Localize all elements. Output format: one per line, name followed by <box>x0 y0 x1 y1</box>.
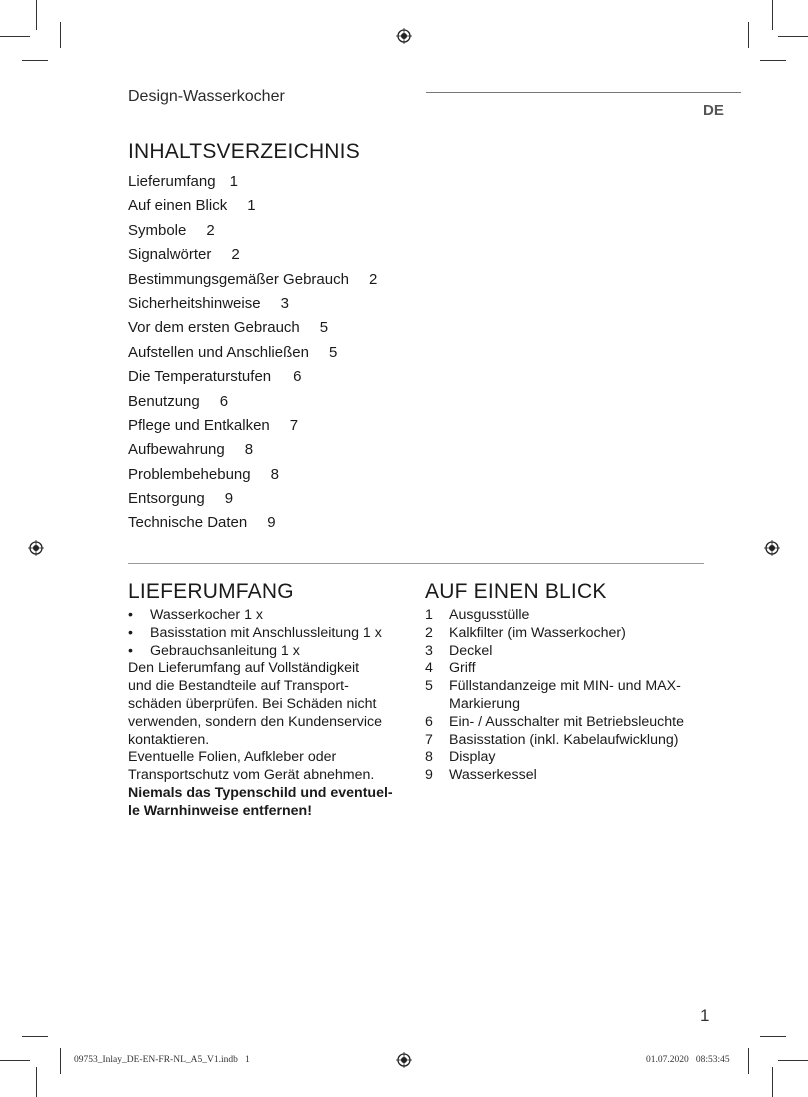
toc-item[interactable]: Benutzung 6 <box>128 392 229 410</box>
language-tag: DE <box>703 102 724 119</box>
list-item: • Wasserkocher 1 x <box>128 607 264 623</box>
toc-item[interactable]: Die Temperaturstufen 6 <box>128 368 302 386</box>
list-item: 1 Ausgusstülle <box>425 607 530 623</box>
table-of-contents <box>128 173 377 539</box>
registration-mark-icon <box>28 540 44 556</box>
list-item: • Basisstation mit Anschlussleitung 1 x <box>128 624 382 641</box>
crop-mark <box>36 0 37 30</box>
crop-mark <box>748 22 749 48</box>
toc-item[interactable]: Aufbewahrung 8 <box>128 441 254 459</box>
crop-mark <box>22 60 48 61</box>
warning-text: Niemals das Typenschild und eventuel- le Warnhinweise entfernen! <box>128 784 393 819</box>
page-number: 1 <box>700 1006 710 1025</box>
toc-item[interactable]: Lieferumfang 1 <box>128 173 238 190</box>
paragraph: Eventuelle Folien, Aufkleber oder Transportschutz vom Gerät abnehmen. <box>128 749 375 784</box>
toc-item[interactable]: Signalwörter 2 <box>128 246 240 264</box>
toc-item[interactable]: Bestimmungsgemäßer Gebrauch 2 <box>128 270 378 288</box>
toc-heading: INHALTSVERZEICHNIS <box>128 140 360 163</box>
registration-mark-icon <box>396 1052 412 1068</box>
crop-mark <box>22 1036 48 1037</box>
overview-list <box>425 607 725 785</box>
toc-item[interactable]: Sicherheitshinweise 3 <box>128 294 289 312</box>
crop-mark <box>60 22 61 48</box>
crop-mark <box>0 1060 30 1061</box>
crop-mark <box>60 1048 61 1074</box>
crop-mark <box>0 36 30 37</box>
crop-mark <box>36 1067 37 1097</box>
crop-mark <box>778 36 808 37</box>
toc-item[interactable]: Entsorgung 9 <box>128 490 234 508</box>
lieferumfang-heading: LIEFERUMFANG <box>128 580 294 603</box>
registration-mark-icon <box>764 540 780 556</box>
toc-item[interactable]: Vor dem ersten Gebrauch 5 <box>128 319 329 337</box>
overview-heading: AUF EINEN BLICK <box>425 580 607 603</box>
section-divider <box>128 563 704 564</box>
print-file-slug: 09753_Inlay_DE-EN-FR-NL_A5_V1.indb 1 <box>74 1055 250 1065</box>
print-timestamp: 01.07.2020 08:53:45 <box>646 1055 730 1065</box>
toc-item[interactable]: Symbole 2 <box>128 221 215 239</box>
header-rule <box>426 92 741 93</box>
list-item: 5 Füllstandanzeige mit MIN- und MAX- Markierung <box>425 678 681 712</box>
crop-mark <box>748 1048 749 1074</box>
list-item: 6 Ein- / Ausschalter mit Betriebsleuchte <box>425 713 684 730</box>
list-item: 3 Deckel <box>425 642 493 659</box>
toc-item[interactable]: Auf einen Blick 1 <box>128 197 256 215</box>
list-item: 8 Display <box>425 749 496 766</box>
list-item: 4 Griff <box>425 660 476 677</box>
paragraph: Den Lieferumfang auf Vollständigkeit und die Bestandteile auf Transport- schäden überprüfen. Bei Schäden nicht verwenden, sondern den Kundenservice kontaktieren. <box>128 660 382 748</box>
toc-item[interactable]: Pflege und Entkalken 7 <box>128 416 299 434</box>
list-item: • Gebrauchsanleitung 1 x <box>128 642 300 659</box>
crop-mark <box>760 60 786 61</box>
crop-mark <box>772 1067 773 1097</box>
list-item: 2 Kalkfilter (im Wasserkocher) <box>425 624 626 641</box>
list-item: 9 Wasserkessel <box>425 767 537 784</box>
toc-item[interactable]: Problembehebung 8 <box>128 465 279 483</box>
crop-mark <box>772 0 773 30</box>
document-title: Design-Wasserkocher <box>128 88 285 105</box>
toc-item[interactable]: Technische Daten 9 <box>128 514 276 532</box>
lieferumfang-section <box>128 607 413 821</box>
crop-mark <box>760 1036 786 1037</box>
crop-mark <box>778 1060 808 1061</box>
registration-mark-icon <box>396 28 412 44</box>
toc-item[interactable]: Aufstellen und Anschließen 5 <box>128 343 338 361</box>
list-item: 7 Basisstation (inkl. Kabelaufwicklung) <box>425 731 679 748</box>
